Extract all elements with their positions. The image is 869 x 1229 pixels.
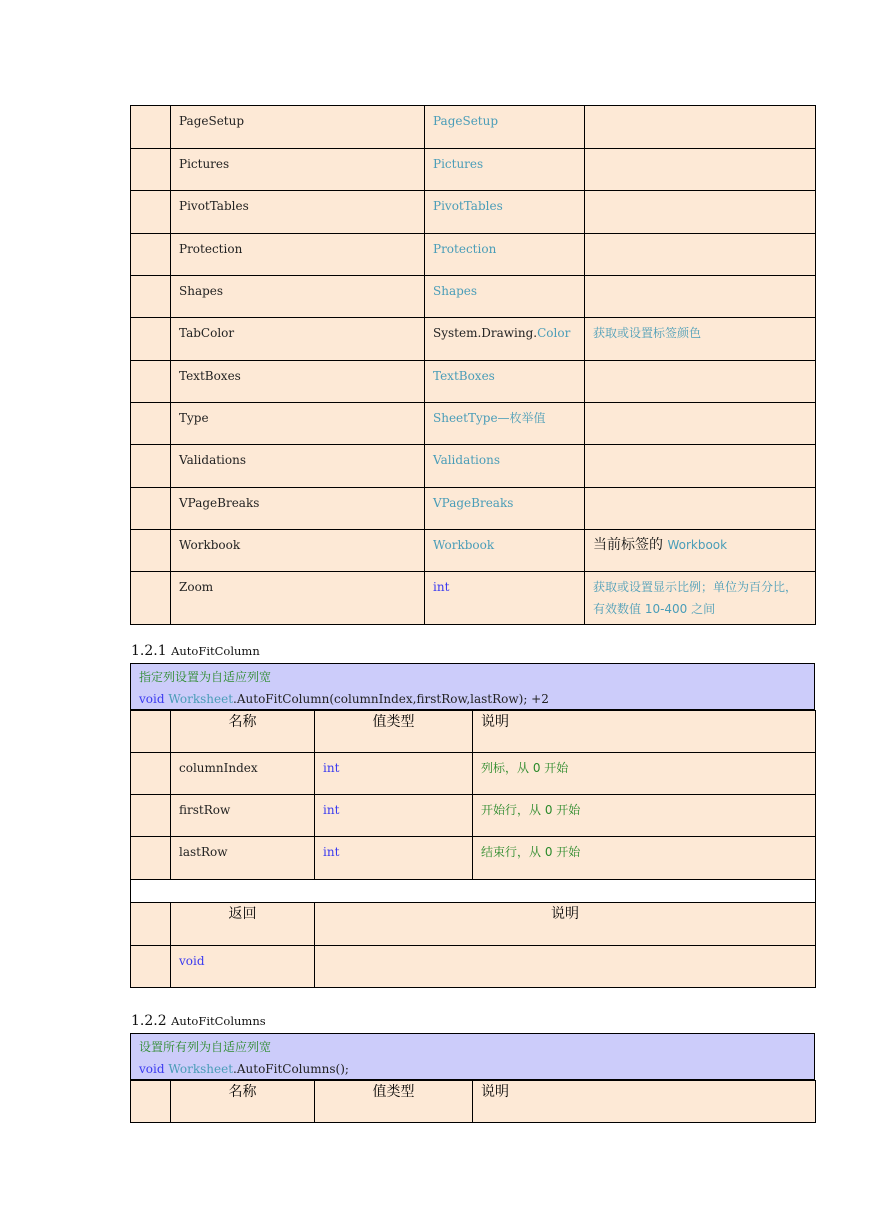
- row-marker-cell: [131, 276, 171, 318]
- property-name: Workbook: [171, 530, 425, 572]
- method-summary: 设置所有列为自适应列宽: [139, 1040, 272, 1054]
- row-marker-cell: [131, 572, 171, 625]
- row-marker-cell: [131, 1081, 171, 1123]
- property-row: [131, 234, 816, 276]
- section-title: AutoFitColumns: [171, 1014, 266, 1028]
- type-name: TextBoxes: [433, 369, 495, 383]
- row-marker-cell: [131, 530, 171, 572]
- header-name: 名称: [171, 1081, 315, 1123]
- row-marker-cell: [131, 361, 171, 403]
- property-type: [425, 318, 585, 361]
- return-value: void: [171, 946, 315, 988]
- type-name: VPageBreaks: [433, 496, 514, 510]
- section-heading-autofitcolumns: [131, 1013, 266, 1029]
- desc-text: Workbook: [667, 538, 728, 552]
- row-marker-cell: [131, 753, 171, 795]
- property-row: [131, 572, 816, 625]
- param-name: columnIndex: [171, 753, 315, 795]
- row-marker-cell: [131, 837, 171, 880]
- row-marker-cell: [131, 191, 171, 234]
- header-type: 值类型: [315, 1081, 473, 1123]
- row-marker-cell: [131, 318, 171, 361]
- section-number: 1.2.1: [131, 643, 167, 659]
- header-type: 值类型: [315, 711, 473, 753]
- property-name: Protection: [171, 234, 425, 276]
- signature-keyword: void: [139, 1062, 165, 1076]
- param-desc: 结束行，从 0 开始: [473, 837, 816, 880]
- property-desc: [585, 318, 816, 361]
- type-name: int: [433, 580, 450, 594]
- property-name: Type: [171, 403, 425, 445]
- property-type: [425, 488, 585, 530]
- property-name: Zoom: [171, 572, 425, 625]
- signature-rest: .AutoFitColumns();: [233, 1062, 349, 1076]
- property-desc: [585, 488, 816, 530]
- property-desc: [585, 445, 816, 488]
- property-row: [131, 403, 816, 445]
- row-marker-cell: [131, 106, 171, 149]
- signature-box-autofitcolumns: [130, 1033, 815, 1081]
- type-name: Validations: [433, 453, 501, 467]
- header-return-desc: 说明: [315, 903, 816, 946]
- section-heading-autofitcolumn: [131, 643, 260, 659]
- desc-prefix: 当前标签的: [593, 537, 668, 553]
- type-name: Color: [537, 326, 571, 340]
- section-title: AutoFitColumn: [171, 644, 260, 658]
- param-table-autofitcolumn: [130, 710, 816, 988]
- header-desc: 说明: [473, 711, 816, 753]
- property-row: [131, 318, 816, 361]
- property-row: [131, 488, 816, 530]
- property-desc: [585, 149, 816, 191]
- type-name: Shapes: [433, 284, 478, 298]
- row-marker-cell: [131, 234, 171, 276]
- property-type: [425, 234, 585, 276]
- section-number: 1.2.2: [131, 1013, 167, 1029]
- row-marker-cell: [131, 488, 171, 530]
- property-table: [130, 105, 816, 625]
- property-desc: [585, 403, 816, 445]
- property-row: [131, 106, 816, 149]
- property-name: Shapes: [171, 276, 425, 318]
- type-name: Pictures: [433, 157, 484, 171]
- type-name: PivotTables: [433, 199, 503, 213]
- signature-rest: .AutoFitColumn(columnIndex,firstRow,lastRow); +2: [233, 692, 549, 706]
- type-prefix: System.Drawing.: [433, 326, 538, 340]
- row-marker-cell: [131, 403, 171, 445]
- type-name: SheetType—枚举值: [433, 411, 546, 425]
- row-marker-cell: [131, 946, 171, 988]
- param-name: lastRow: [171, 837, 315, 880]
- property-desc: [585, 106, 816, 149]
- param-name: firstRow: [171, 795, 315, 837]
- method-summary: 指定列设置为自适应列宽: [139, 670, 272, 684]
- property-desc: [585, 572, 816, 625]
- signature-type: Worksheet: [168, 1062, 234, 1076]
- type-name: Protection: [433, 242, 497, 256]
- property-type: [425, 530, 585, 572]
- property-row: [131, 149, 816, 191]
- property-desc: [585, 191, 816, 234]
- property-row: [131, 445, 816, 488]
- return-desc: [315, 946, 816, 988]
- row-marker-cell: [131, 445, 171, 488]
- property-name: Validations: [171, 445, 425, 488]
- property-name: TabColor: [171, 318, 425, 361]
- desc-text: 获取或设置标签颜色: [593, 326, 702, 340]
- signature-type: Worksheet: [168, 692, 234, 706]
- method-signature: [139, 1058, 806, 1080]
- header-desc: 说明: [473, 1081, 816, 1123]
- signature-box-autofitcolumn: [130, 663, 815, 711]
- row-marker-cell: [131, 903, 171, 946]
- property-type: [425, 361, 585, 403]
- param-type: int: [315, 837, 473, 880]
- row-marker-cell: [131, 711, 171, 753]
- property-row: [131, 191, 816, 234]
- property-row: [131, 361, 816, 403]
- param-type: int: [315, 795, 473, 837]
- row-marker-cell: [131, 795, 171, 837]
- property-row: [131, 530, 816, 572]
- property-type: [425, 191, 585, 234]
- property-name: TextBoxes: [171, 361, 425, 403]
- row-marker-cell: [131, 149, 171, 191]
- property-type: [425, 149, 585, 191]
- property-type: [425, 276, 585, 318]
- property-type: [425, 403, 585, 445]
- param-desc: 开始行，从 0 开始: [473, 795, 816, 837]
- header-return: 返回: [171, 903, 315, 946]
- property-type: [425, 106, 585, 149]
- param-desc: 列标，从 0 开始: [473, 753, 816, 795]
- property-desc: [585, 276, 816, 318]
- header-name: 名称: [171, 711, 315, 753]
- property-type: [425, 445, 585, 488]
- property-name: PivotTables: [171, 191, 425, 234]
- property-desc: [585, 361, 816, 403]
- property-desc: [585, 234, 816, 276]
- property-desc: [585, 530, 816, 572]
- property-name: PageSetup: [171, 106, 425, 149]
- desc-text: 获取或设置显示比例；单位为百分比，有效数值 10-400 之间: [593, 580, 798, 616]
- property-row: [131, 276, 816, 318]
- param-type: int: [315, 753, 473, 795]
- param-table-autofitcolumns: [130, 1080, 816, 1123]
- method-signature: [139, 688, 806, 710]
- property-name: Pictures: [171, 149, 425, 191]
- spacer-row: [131, 880, 816, 903]
- property-name: VPageBreaks: [171, 488, 425, 530]
- property-type: [425, 572, 585, 625]
- type-name: Workbook: [433, 538, 495, 552]
- type-name: PageSetup: [433, 114, 499, 128]
- signature-keyword: void: [139, 692, 165, 706]
